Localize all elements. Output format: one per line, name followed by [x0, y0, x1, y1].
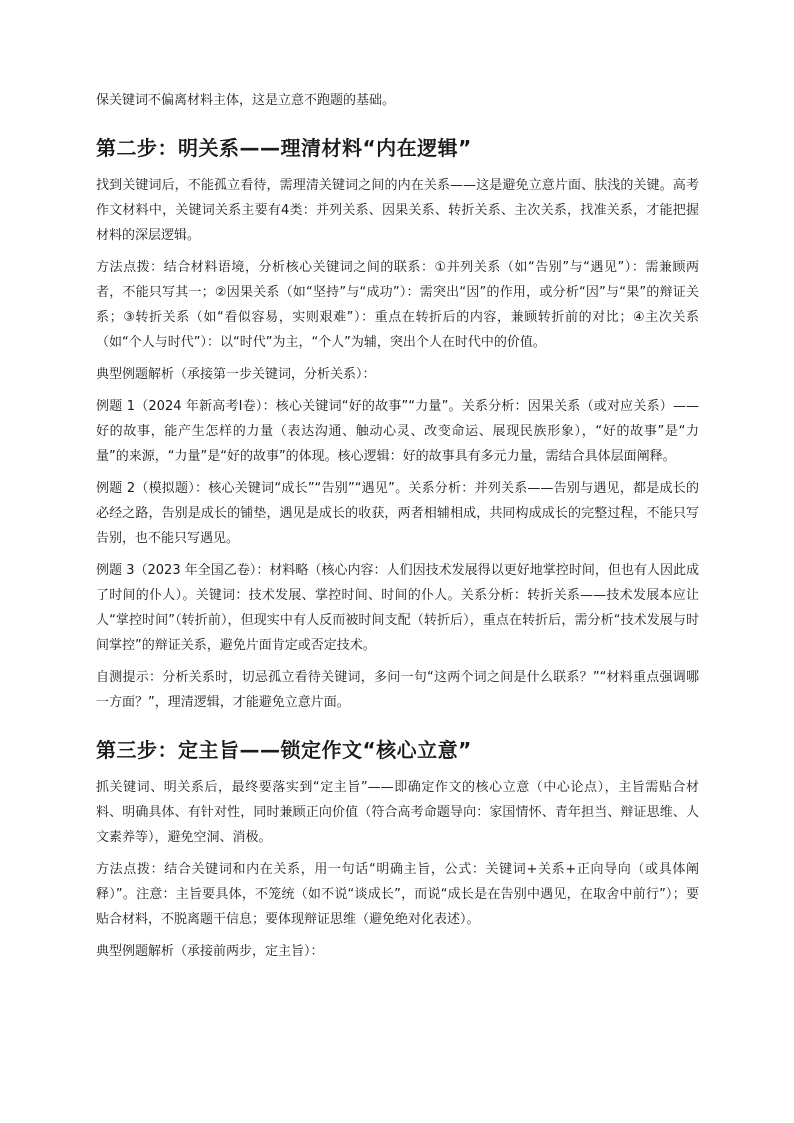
step2-method-paragraph: 方法点拨：结合材料语境，分析核心关键词之间的联系：①并列关系（如“告别”与“遇见”）：需兼顾两者，不能只写其一；②因果关系（如“坚持”与“成功”）：需突出“因”的作用，或分析“因”与“果”的辩证关系；③转折关系（如“看似容易，实则艰难”）：重点在转折后的内容，兼顾转折前的对比；④主次关系（如“个人与时代”）：以“时代”为主，“个人”为辅，突出个人在时代中的价值。: [96, 260, 699, 350]
document-body: [96, 88, 699, 971]
step3-paragraph-1: 抓关键词、明关系后，最终要落实到“定主旨”——即确定作文的核心立意（中心论点），主旨需贴合材料、明确具体、有针对性，同时兼顾正向价值（符合高考命题导向：家国情怀、青年担当、辩证思维、人文素养等），避免空洞、消极。: [96, 780, 699, 845]
step3-heading: 第三步：定主旨——锁定作文“核心立意”: [96, 738, 472, 762]
step2-self-test-tip: 自测提示：分析关系时，切忌孤立看待关键词，多问一句“这两个词之间是什么联系？”“材料重点强调哪一方面？”，理清逻辑，才能避免立意片面。: [96, 670, 699, 710]
intro-paragraph: 保关键词不偏离材料主体，这是立意不跑题的基础。: [96, 93, 396, 108]
step3-method-paragraph: 方法点拨：结合关键词和内在关系，用一句话“明确主旨，公式：关键词+关系+正向导向（或具体阐释）”。注意：主旨要具体，不笼统（如不说“谈成长”，而说“成长是在告别中遇见，在取舍中前行”）；要贴合材料，不脱离题干信息；要体现辩证思维（避免绝对化表述）。: [96, 862, 699, 927]
step2-example-2: 例题 2（模拟题）：核心关键词“成长”“告别”“遇见”。关系分析：并列关系——告别与遇见，都是成长的必经之路，告别是成长的铺垫，遇见是成长的收获，两者相辅相成，共同构成成长的完整过程，不能只写告别，也不能只写遇见。: [96, 481, 699, 546]
step2-example-3: 例题 3（2023 年全国乙卷）：材料略（核心内容：人们因技术发展得以更好地掌控时间，但也有人因此成了时间的仆人）。关键词：技术发展、掌控时间、时间的仆人。关系分析：转折关系——技术发展本应让人“掌控时间”（转折前），但现实中有人反而被时间支配（转折后），重点在转折后，需分析“技术发展与时间掌控”的辩证关系，避免片面肯定或否定技术。: [96, 563, 699, 653]
step2-example-1: 例题 1（2024 年新高考Ⅰ卷）：核心关键词“好的故事”“力量”。关系分析：因果关系（或对应关系）——好的故事，能产生怎样的力量（表达沟通、触动心灵、改变命运、展现民族形象），“好的故事”是“力量”的来源，“力量”是“好的故事”的体现。核心逻辑：好的故事具有多元力量，需结合具体层面阐释。: [96, 399, 699, 464]
step2-examples-intro: 典型例题解析（承接第一步关键词，分析关系）：: [96, 367, 376, 382]
step3-examples-intro: 典型例题解析（承接前两步，定主旨）：: [96, 944, 324, 959]
step2-heading: 第二步：明关系——理清材料“内在逻辑”: [96, 136, 472, 160]
step2-paragraph-1: 找到关键词后，不能孤立看待，需理清关键词之间的内在关系——这是避免立意片面、肤浅的关键。高考作文材料中，关键词关系主要有4类：并列关系、因果关系、转折关系、主次关系，找准关系，才能把握材料的深层逻辑。: [96, 178, 699, 243]
